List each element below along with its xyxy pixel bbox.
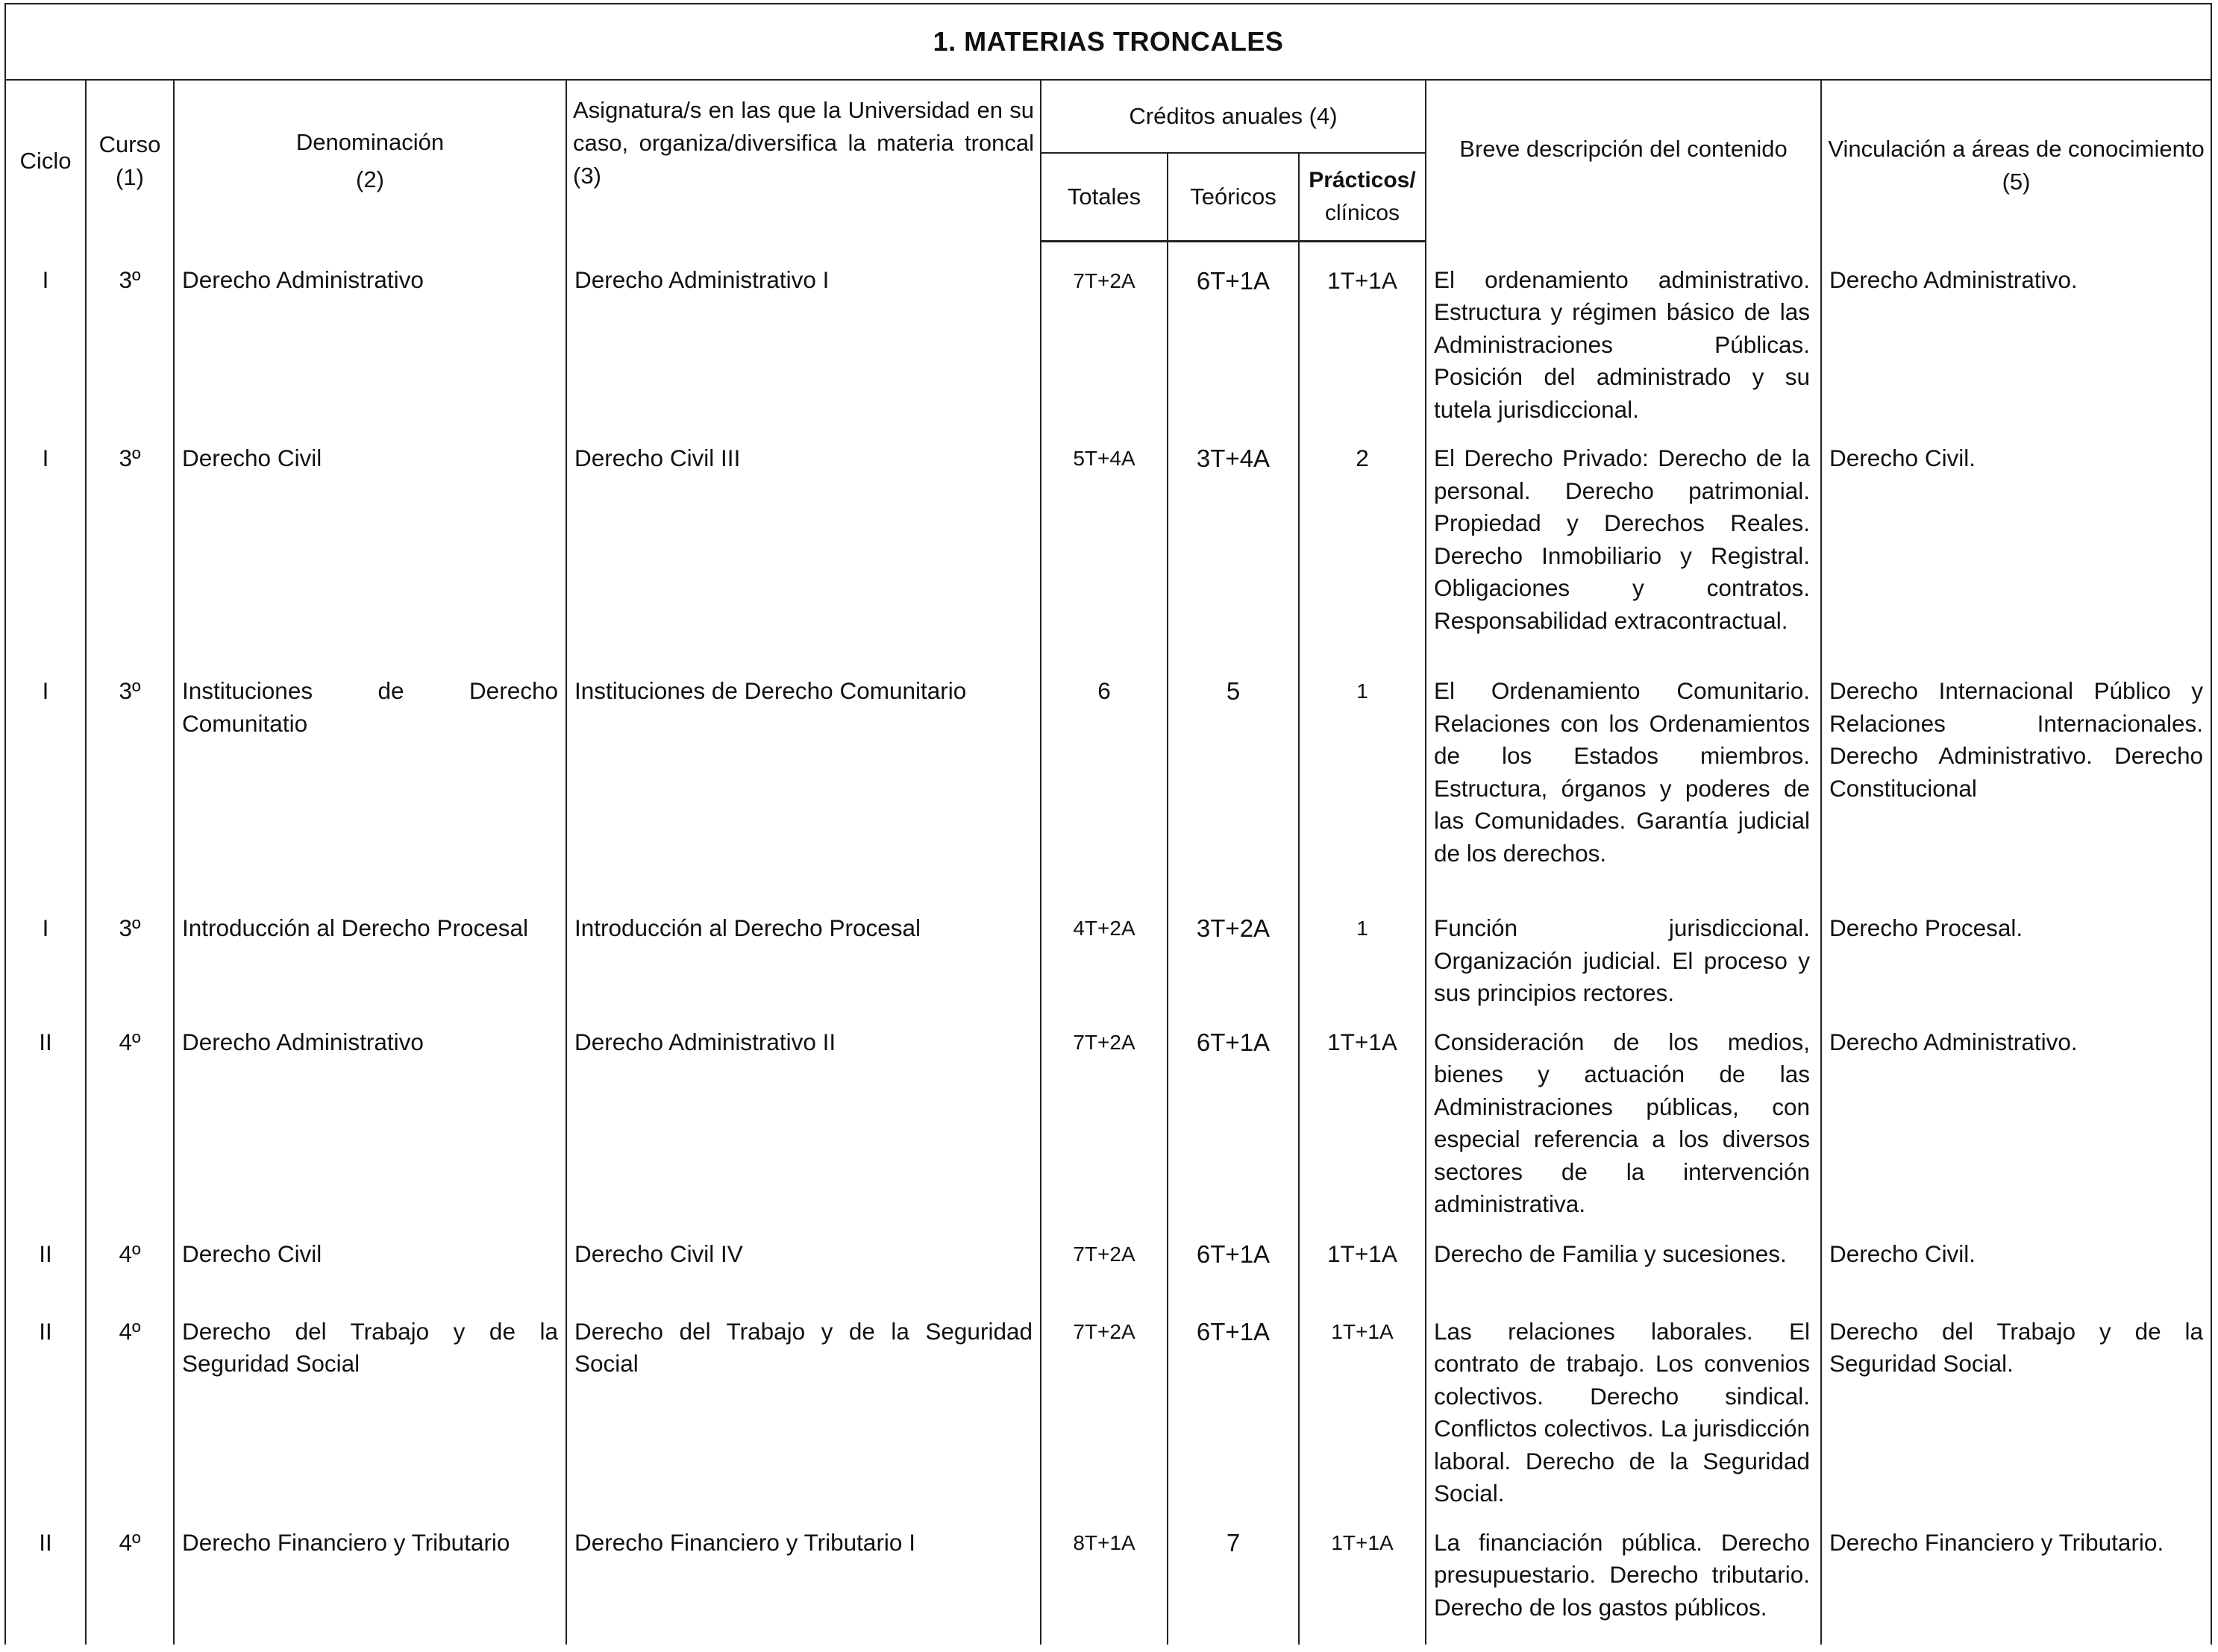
cell-descripcion: El Derecho Privado: Derecho de la personal. Derecho patrimonial. Propiedad y Derechos Reales. Derecho Inmobiliario y Registral. Obligaciones y contratos. Responsabilidad extracontractual. [1426,426,1821,659]
cell-totales: 7T+2A [1041,1299,1168,1510]
cell-totales: 7T+2A [1041,1010,1168,1222]
cell-descripcion: Consideración de los medios, bienes y actuación de las Administraciones públicas, con especial referencia a los diversos sectores de la intervención administrativa. [1426,1010,1821,1222]
cell-teoricos: 6T+1A [1168,1010,1299,1222]
header-curso-label: Curso [98,131,161,157]
cell-vinculacion: Derecho Administrativo. [1821,1010,2211,1222]
table-row [5,1010,2211,1222]
cell-vinculacion: Derecho Administrativo. [1821,242,2211,427]
cell-vinculacion: Derecho Financiero y Tributario. [1821,1510,2211,1645]
cell-asignatura: Derecho Administrativo II [566,1010,1041,1222]
cell-vinculacion: Derecho Civil. [1821,426,2211,659]
header-creditos: Créditos anuales (4) [1041,80,1426,153]
table-row [5,426,2211,659]
cell-practicos: 1T+1A [1299,1510,1426,1645]
header-asignatura: Asignatura/s en las que la Universidad en su caso, organiza/diversifica la materia troncal (3) [566,80,1041,242]
header-teoricos: Teóricos [1168,153,1299,242]
table-row [5,1222,2211,1299]
table-row [5,896,2211,1010]
cell-descripcion: Derecho de Familia y sucesiones. [1426,1222,1821,1299]
cell-practicos: 1T+1A [1299,242,1426,427]
table-row [5,1299,2211,1510]
table-title: 1. MATERIAS TRONCALES [5,4,2211,80]
cell-asignatura: Instituciones de Derecho Comunitario [566,659,1041,896]
cell-ciclo: II [5,1510,86,1645]
cell-practicos: 1 [1299,659,1426,896]
table-row [5,242,2211,427]
cell-ciclo: II [5,1010,86,1222]
header-ciclo [5,80,86,242]
cell-asignatura: Introducción al Derecho Procesal [566,896,1041,1010]
header-practicos [1299,153,1426,242]
cell-descripcion: Las relaciones laborales. El contrato de trabajo. Los convenios colectivos. Derecho sindical. Conflictos colectivos. La jurisdicción laboral. Derecho de la Seguridad Social. [1426,1299,1821,1510]
cell-teoricos: 5 [1168,659,1299,896]
cell-teoricos: 7 [1168,1510,1299,1645]
header-totales: Totales [1041,153,1168,242]
cell-ciclo: I [5,896,86,1010]
header-vinculacion: Vinculación a áreas de conocimiento (5) [1821,80,2211,242]
header-practicos-label-2: clínicos [1324,201,1400,225]
cell-asignatura: Derecho Civil III [566,426,1041,659]
cell-curso: 4º [86,1222,174,1299]
cell-curso: 3º [86,242,174,427]
cell-practicos: 1T+1A [1299,1299,1426,1510]
cell-curso: 4º [86,1299,174,1510]
cell-denominacion: Introducción al Derecho Procesal [174,896,566,1010]
cell-practicos: 1T+1A [1299,1222,1426,1299]
cell-asignatura: Derecho Administrativo I [566,242,1041,427]
cell-practicos: 1T+1A [1299,1010,1426,1222]
cell-vinculacion: Derecho Procesal. [1821,896,2211,1010]
cell-descripcion: La financiación pública. Derecho presupuestario. Derecho tributario. Derecho de los gastos públicos. [1426,1510,1821,1645]
cell-ciclo: II [5,1299,86,1510]
cell-denominacion: Derecho Civil [174,1222,566,1299]
cell-vinculacion: Derecho Internacional Público y Relaciones Internacionales. Derecho Administrativo. Derecho Constitucional [1821,659,2211,896]
cell-descripcion: El Ordenamiento Comunitario. Relaciones con los Ordenamientos de los Estados miembros. Estructura, órganos y poderes de las Comunidades. Garantía judicial de los derechos. [1426,659,1821,896]
cell-practicos: 1 [1299,896,1426,1010]
cell-denominacion: Derecho Financiero y Tributario [174,1510,566,1645]
cell-teoricos: 3T+2A [1168,896,1299,1010]
cell-totales: 4T+2A [1041,896,1168,1010]
cell-totales: 6 [1041,659,1168,896]
header-ciclo-label: Ciclo [19,147,72,174]
cell-vinculacion: Derecho del Trabajo y de la Seguridad Social. [1821,1299,2211,1510]
header-curso-note: (1) [116,163,144,190]
cell-denominacion: Derecho Administrativo [174,242,566,427]
cell-ciclo: I [5,242,86,427]
cell-ciclo: I [5,659,86,896]
cell-curso: 3º [86,426,174,659]
cell-asignatura: Derecho Financiero y Tributario I [566,1510,1041,1645]
header-denominacion-label: Denominación [295,128,445,155]
cell-descripcion: Función jurisdiccional. Organización judicial. El proceso y sus principios rectores. [1426,896,1821,1010]
cell-practicos: 2 [1299,426,1426,659]
header-curso [86,80,174,242]
cell-denominacion: Derecho Civil [174,426,566,659]
cell-curso: 3º [86,896,174,1010]
header-practicos-label: Prácticos/ [1309,168,1416,192]
header-descripcion: Breve descripción del contenido [1426,80,1821,242]
cell-denominacion: Derecho Administrativo [174,1010,566,1222]
cell-curso: 3º [86,659,174,896]
header-denominacion-note: (2) [356,166,384,192]
cell-curso: 4º [86,1010,174,1222]
materias-troncales-table [4,3,2211,1645]
cell-totales: 7T+2A [1041,242,1168,427]
header-denominacion [174,80,566,242]
cell-ciclo: I [5,426,86,659]
cell-asignatura: Derecho Civil IV [566,1222,1041,1299]
table-row [5,1510,2211,1645]
cell-teoricos: 6T+1A [1168,1299,1299,1510]
cell-ciclo: II [5,1222,86,1299]
cell-asignatura: Derecho del Trabajo y de la Seguridad Social [566,1299,1041,1510]
cell-descripcion: El ordenamiento administrativo. Estructura y régimen básico de las Administraciones Públicas. Posición del administrado y su tutela jurisdiccional. [1426,242,1821,427]
cell-teoricos: 3T+4A [1168,426,1299,659]
cell-totales: 5T+4A [1041,426,1168,659]
cell-vinculacion: Derecho Civil. [1821,1222,2211,1299]
cell-denominacion: Derecho del Trabajo y de la Seguridad Social [174,1299,566,1510]
cell-totales: 7T+2A [1041,1222,1168,1299]
cell-teoricos: 6T+1A [1168,242,1299,427]
cell-teoricos: 6T+1A [1168,1222,1299,1299]
cell-totales: 8T+1A [1041,1510,1168,1645]
table-row [5,659,2211,896]
cell-denominacion: Instituciones de Derecho Comunitatio [174,659,566,896]
cell-curso: 4º [86,1510,174,1645]
